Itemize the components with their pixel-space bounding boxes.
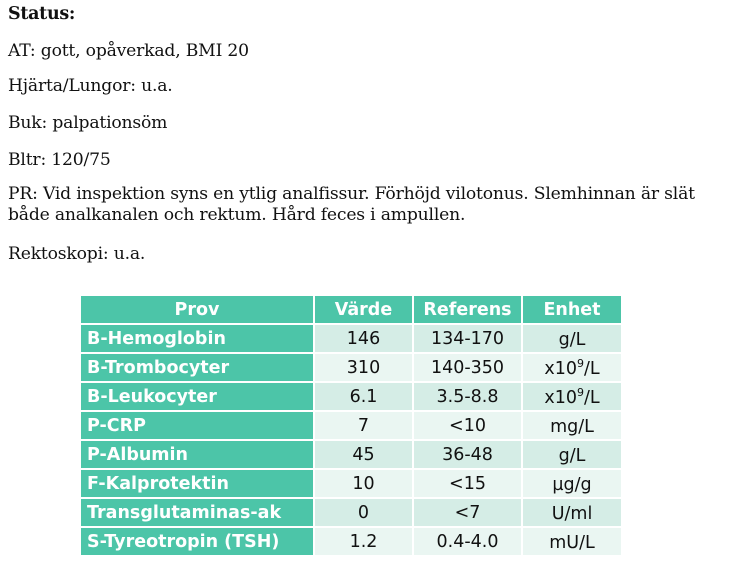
cell-enhet: g/L (522, 324, 621, 353)
cell-enhet: g/L (522, 440, 621, 469)
header-referens: Referens (413, 296, 522, 324)
table-header-row (81, 296, 621, 324)
bltr-line: Bltr: 120/75 (8, 150, 111, 170)
cell-varde: 6.1 (314, 382, 413, 411)
cell-varde: 0 (314, 498, 413, 527)
header-enhet: Enhet (522, 296, 621, 324)
cell-varde: 45 (314, 440, 413, 469)
table-row (81, 382, 621, 411)
rektoskopi-line: Rektoskopi: u.a. (8, 244, 146, 264)
table-row (81, 411, 621, 440)
header-varde: Värde (314, 296, 413, 324)
pr-line: PR: Vid inspektion syns en ytlig analfissur. Förhöjd vilotonus. Slemhinnan är slät både analkanalen och rektum. Hård feces i ampullen. (8, 184, 695, 225)
cell-prov: S-Tyreotropin (TSH) (81, 527, 314, 556)
cell-referens: 36-48 (413, 440, 522, 469)
cell-prov: F-Kalprotektin (81, 469, 314, 498)
cell-prov: B-Hemoglobin (81, 324, 314, 353)
cell-enhet: $x10^9/L$ (522, 353, 621, 382)
table-row (81, 469, 621, 498)
cell-prov: B-Leukocyter (81, 382, 314, 411)
lab-results-table (81, 296, 621, 557)
table-row (81, 440, 621, 469)
cell-enhet: µg/g (522, 469, 621, 498)
cell-enhet: $x10^9/L$ (522, 382, 621, 411)
cell-varde: 10 (314, 469, 413, 498)
cell-referens: <15 (413, 469, 522, 498)
table-row (81, 353, 621, 382)
cell-referens: 0.4-4.0 (413, 527, 522, 556)
cell-varde: 146 (314, 324, 413, 353)
cell-enhet: U/ml (522, 498, 621, 527)
cell-prov: P-Albumin (81, 440, 314, 469)
hjarta-lungor-line: Hjärta/Lungor: u.a. (8, 76, 173, 96)
cell-varde: 1.2 (314, 527, 413, 556)
status-heading: Status: (8, 4, 76, 24)
table-row (81, 498, 621, 527)
cell-referens: 3.5-8.8 (413, 382, 522, 411)
cell-varde: 310 (314, 353, 413, 382)
cell-prov: Transglutaminas-ak (81, 498, 314, 527)
cell-enhet: mg/L (522, 411, 621, 440)
cell-referens: <10 (413, 411, 522, 440)
cell-referens: 134-170 (413, 324, 522, 353)
table-row (81, 527, 621, 556)
cell-prov: P-CRP (81, 411, 314, 440)
cell-referens: <7 (413, 498, 522, 527)
header-prov: Prov (81, 296, 314, 324)
cell-enhet: mU/L (522, 527, 621, 556)
cell-referens: 140-350 (413, 353, 522, 382)
cell-prov: B-Trombocyter (81, 353, 314, 382)
at-line: AT: gott, opåverkad, BMI 20 (8, 41, 249, 61)
cell-varde: 7 (314, 411, 413, 440)
buk-line: Buk: palpationsöm (8, 113, 168, 133)
table-row (81, 324, 621, 353)
